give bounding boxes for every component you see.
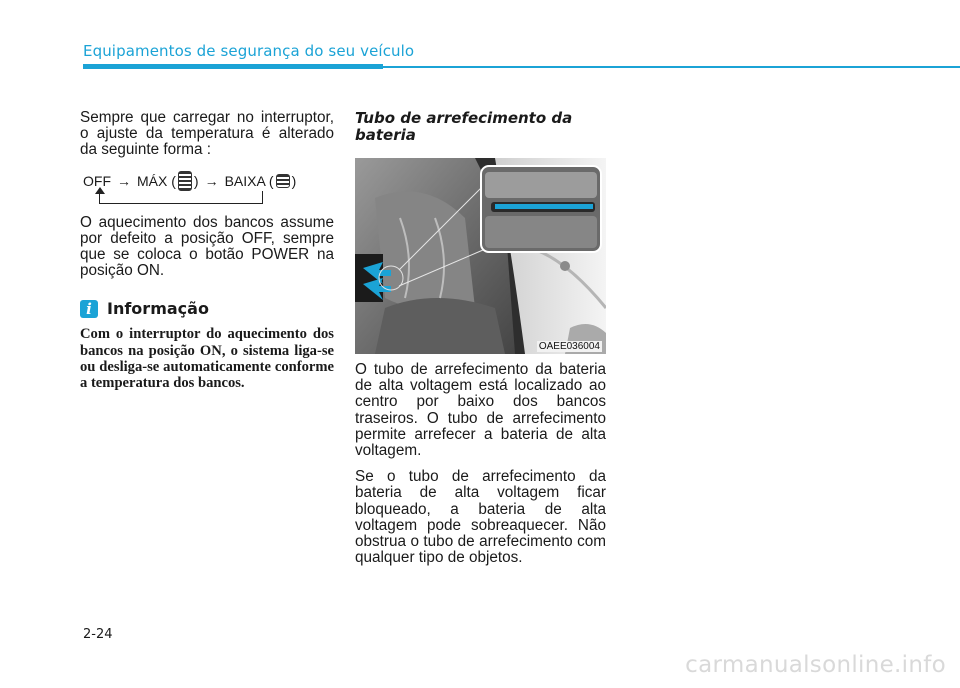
info-text: Com o interruptor do aquecimento dos bancos na posição ON, o sistema liga-se ou desliga-se automaticamente conforme a temperatura dos bancos. [80,326,334,392]
intro-paragraph: Sempre que carregar no interruptor, o ajuste da temperatura é alterado da seguinte forma : [80,109,334,159]
temperature-sequence [83,169,334,205]
seq-max-close: ) [193,172,199,189]
seq-max: MÁX ( [137,172,176,189]
seat-heat-low-icon [276,174,290,188]
return-arrow-icon [99,191,263,204]
seq-arrow-2: → [204,172,219,189]
header-rule-thick [83,64,383,69]
battery-tube-paragraph-2: Se o tubo de arrefecimento da bateria de alta voltagem ficar bloqueado, a bateria de alta voltagem pode sobreaquecer. Não obstrua o tubo de arrefecimento com qualquer tipo de objetos. [355,468,606,567]
right-column [355,110,606,566]
section-title: Equipamentos de segurança do seu veículo [83,42,415,60]
page-number: 2-24 [83,627,113,642]
left-column [80,110,334,392]
info-header [80,299,334,318]
seat-heat-max-icon [178,171,192,191]
seq-low: BAIXA ( [224,172,274,189]
battery-tube-heading: Tubo de arrefecimento da bateria [355,109,573,144]
header-rule-thin [383,66,960,68]
seq-off: OFF [83,172,111,189]
info-title: Informação [107,299,209,319]
seq-low-close: ) [291,172,297,189]
default-paragraph: O aquecimento dos bancos assume por defeito a posição OFF, sempre que se coloca o botão POWER na posição ON. [80,213,334,280]
info-icon: i [80,300,98,318]
rear-seat-illustration [355,158,606,354]
watermark: carmanualsonline.info [685,652,946,678]
figure-code: OAEE036004 [538,341,600,352]
seq-arrow-1: → [117,172,131,189]
rear-seat-figure [355,158,606,354]
battery-tube-paragraph-1: O tubo de arrefecimento da bateria de alta voltagem está localizado ao centro por baixo dos bancos traseiros. O tubo de arrefecimento permite arrefecer a bateria de alta voltagem. [355,361,606,460]
